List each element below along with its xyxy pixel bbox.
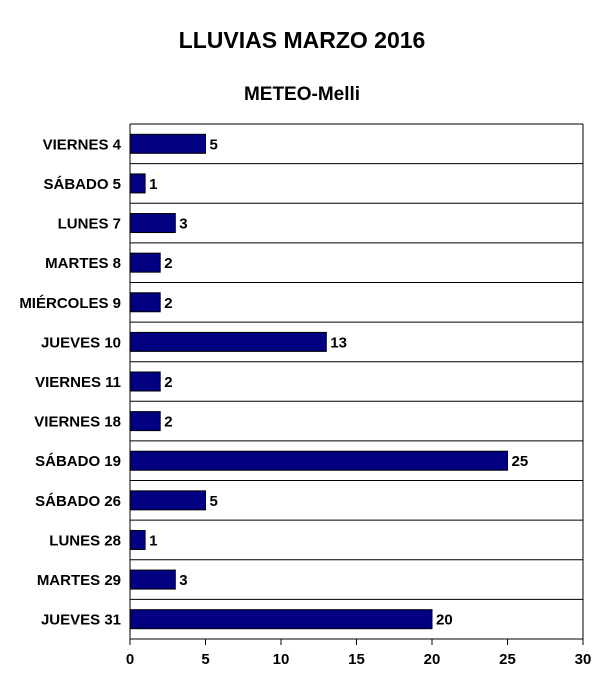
chart-title: LLUVIAS MARZO 2016 — [178, 27, 426, 53]
category-label: JUEVES 10 — [40, 334, 121, 352]
category-label: SÁBADO 5 — [43, 175, 121, 193]
category-label: LUNES 28 — [49, 532, 121, 550]
x-tick-label: 10 — [272, 651, 290, 668]
category-label: MARTES 29 — [36, 572, 121, 590]
category-label: JUEVES 31 — [40, 611, 121, 629]
data-label: 2 — [164, 374, 173, 391]
bar — [130, 610, 432, 629]
category-label: VIERNES 18 — [34, 413, 121, 431]
category-label: MARTES 8 — [45, 255, 121, 273]
category-label: VIERNES 11 — [35, 374, 121, 391]
data-label: 1 — [149, 175, 158, 193]
bar — [130, 530, 145, 549]
x-tick-label: 25 — [499, 651, 516, 668]
bar — [130, 491, 206, 510]
data-label: 13 — [330, 334, 347, 352]
x-tick-label: 0 — [125, 651, 135, 668]
category-label: SÁBADO 19 — [35, 453, 121, 471]
bar — [130, 134, 206, 153]
data-label: 3 — [179, 572, 188, 590]
category-label: MIÉRCOLES 9 — [19, 294, 121, 312]
category-label: SÁBADO 26 — [35, 492, 121, 510]
bar — [130, 372, 160, 391]
x-tick-label: 20 — [423, 651, 441, 668]
bar — [130, 451, 508, 470]
data-label: 5 — [209, 136, 218, 154]
data-label: 1 — [149, 532, 158, 550]
chart-subtitle: METEO-Melli — [243, 84, 361, 105]
bar — [130, 174, 145, 193]
x-tick-label: 30 — [574, 651, 592, 668]
x-tick-label: 5 — [201, 651, 210, 668]
data-label: 2 — [164, 413, 173, 431]
x-tick-label: 15 — [348, 651, 365, 668]
data-label: 25 — [511, 453, 529, 471]
data-label: 3 — [179, 215, 188, 233]
bar — [130, 332, 326, 351]
bar — [130, 214, 175, 233]
bar — [130, 293, 160, 312]
category-label: LUNES 7 — [57, 215, 121, 233]
category-label: VIERNES 4 — [42, 136, 121, 154]
bar — [130, 412, 160, 431]
bar — [130, 570, 175, 589]
data-label: 2 — [164, 294, 173, 312]
data-label: 5 — [209, 492, 218, 510]
plot-area — [19, 124, 591, 668]
data-label: 2 — [164, 255, 173, 273]
bar — [130, 253, 160, 272]
data-label: 20 — [436, 611, 453, 629]
